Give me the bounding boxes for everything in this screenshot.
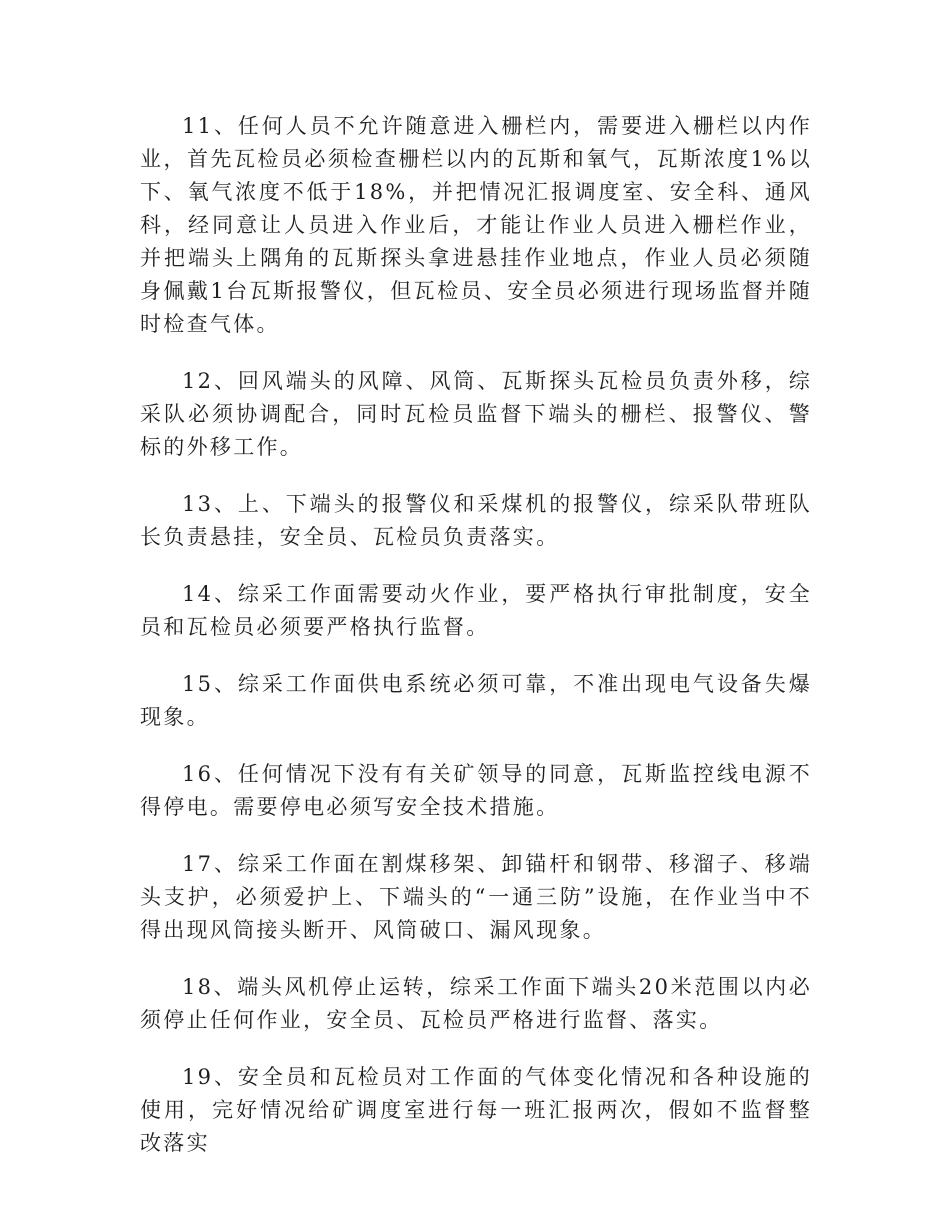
paragraph-17: 17、综采工作面在割煤移架、卸锚杆和钢带、移溜子、移端头支护，必须爱护上、下端头的“一通三防”设施，在作业当中不得出现风筒接头断开、风筒破口、漏风现象。 bbox=[140, 852, 812, 942]
paragraph-18: 18、端头风机停止运转，综采工作面下端头20米范围以内必须停止任何作业，安全员、瓦检员严格进行监督、落实。 bbox=[140, 975, 812, 1032]
paragraph-16: 16、任何情况下没有有关矿领导的同意，瓦斯监控线电源不得停电。需要停电必须写安全技术措施。 bbox=[140, 762, 812, 819]
paragraph-12: 12、回风端头的风障、风筒、瓦斯探头瓦检员负责外移，综采队必须协调配合，同时瓦检员监督下端头的栅栏、报警仪、警标的外移工作。 bbox=[140, 369, 812, 459]
paragraph-13: 13、上、下端头的报警仪和采煤机的报警仪，综采队带班队长负责悬挂，安全员、瓦检员负责落实。 bbox=[140, 492, 812, 549]
paragraph-11: 11、任何人员不允许随意进入栅栏内，需要进入栅栏以内作业，首先瓦检员必须检查栅栏以内的瓦斯和氧气，瓦斯浓度1%以下、氧气浓度不低于18%，并把情况汇报调度室、安全科、通风科，经同意让人员进入作业后，才能让作业人员进入栅栏作业，并把端头上隅角的瓦斯探头拿进悬挂作业地点，作业人员必须随身佩戴1台瓦斯报警仪，但瓦检员、安全员必须进行现场监督并随时检查气体。 bbox=[140, 114, 812, 336]
paragraph-19: 19、安全员和瓦检员对工作面的气体变化情况和各种设施的使用，完好情况给矿调度室进行每一班汇报两次，假如不监督整改落实 bbox=[140, 1065, 812, 1155]
document-body bbox=[140, 110, 812, 1184]
paragraph-14: 14、综采工作面需要动火作业，要严格执行审批制度，安全员和瓦检员必须要严格执行监督。 bbox=[140, 582, 812, 639]
paragraph-15: 15、综采工作面供电系统必须可靠，不准出现电气设备失爆现象。 bbox=[140, 672, 812, 729]
